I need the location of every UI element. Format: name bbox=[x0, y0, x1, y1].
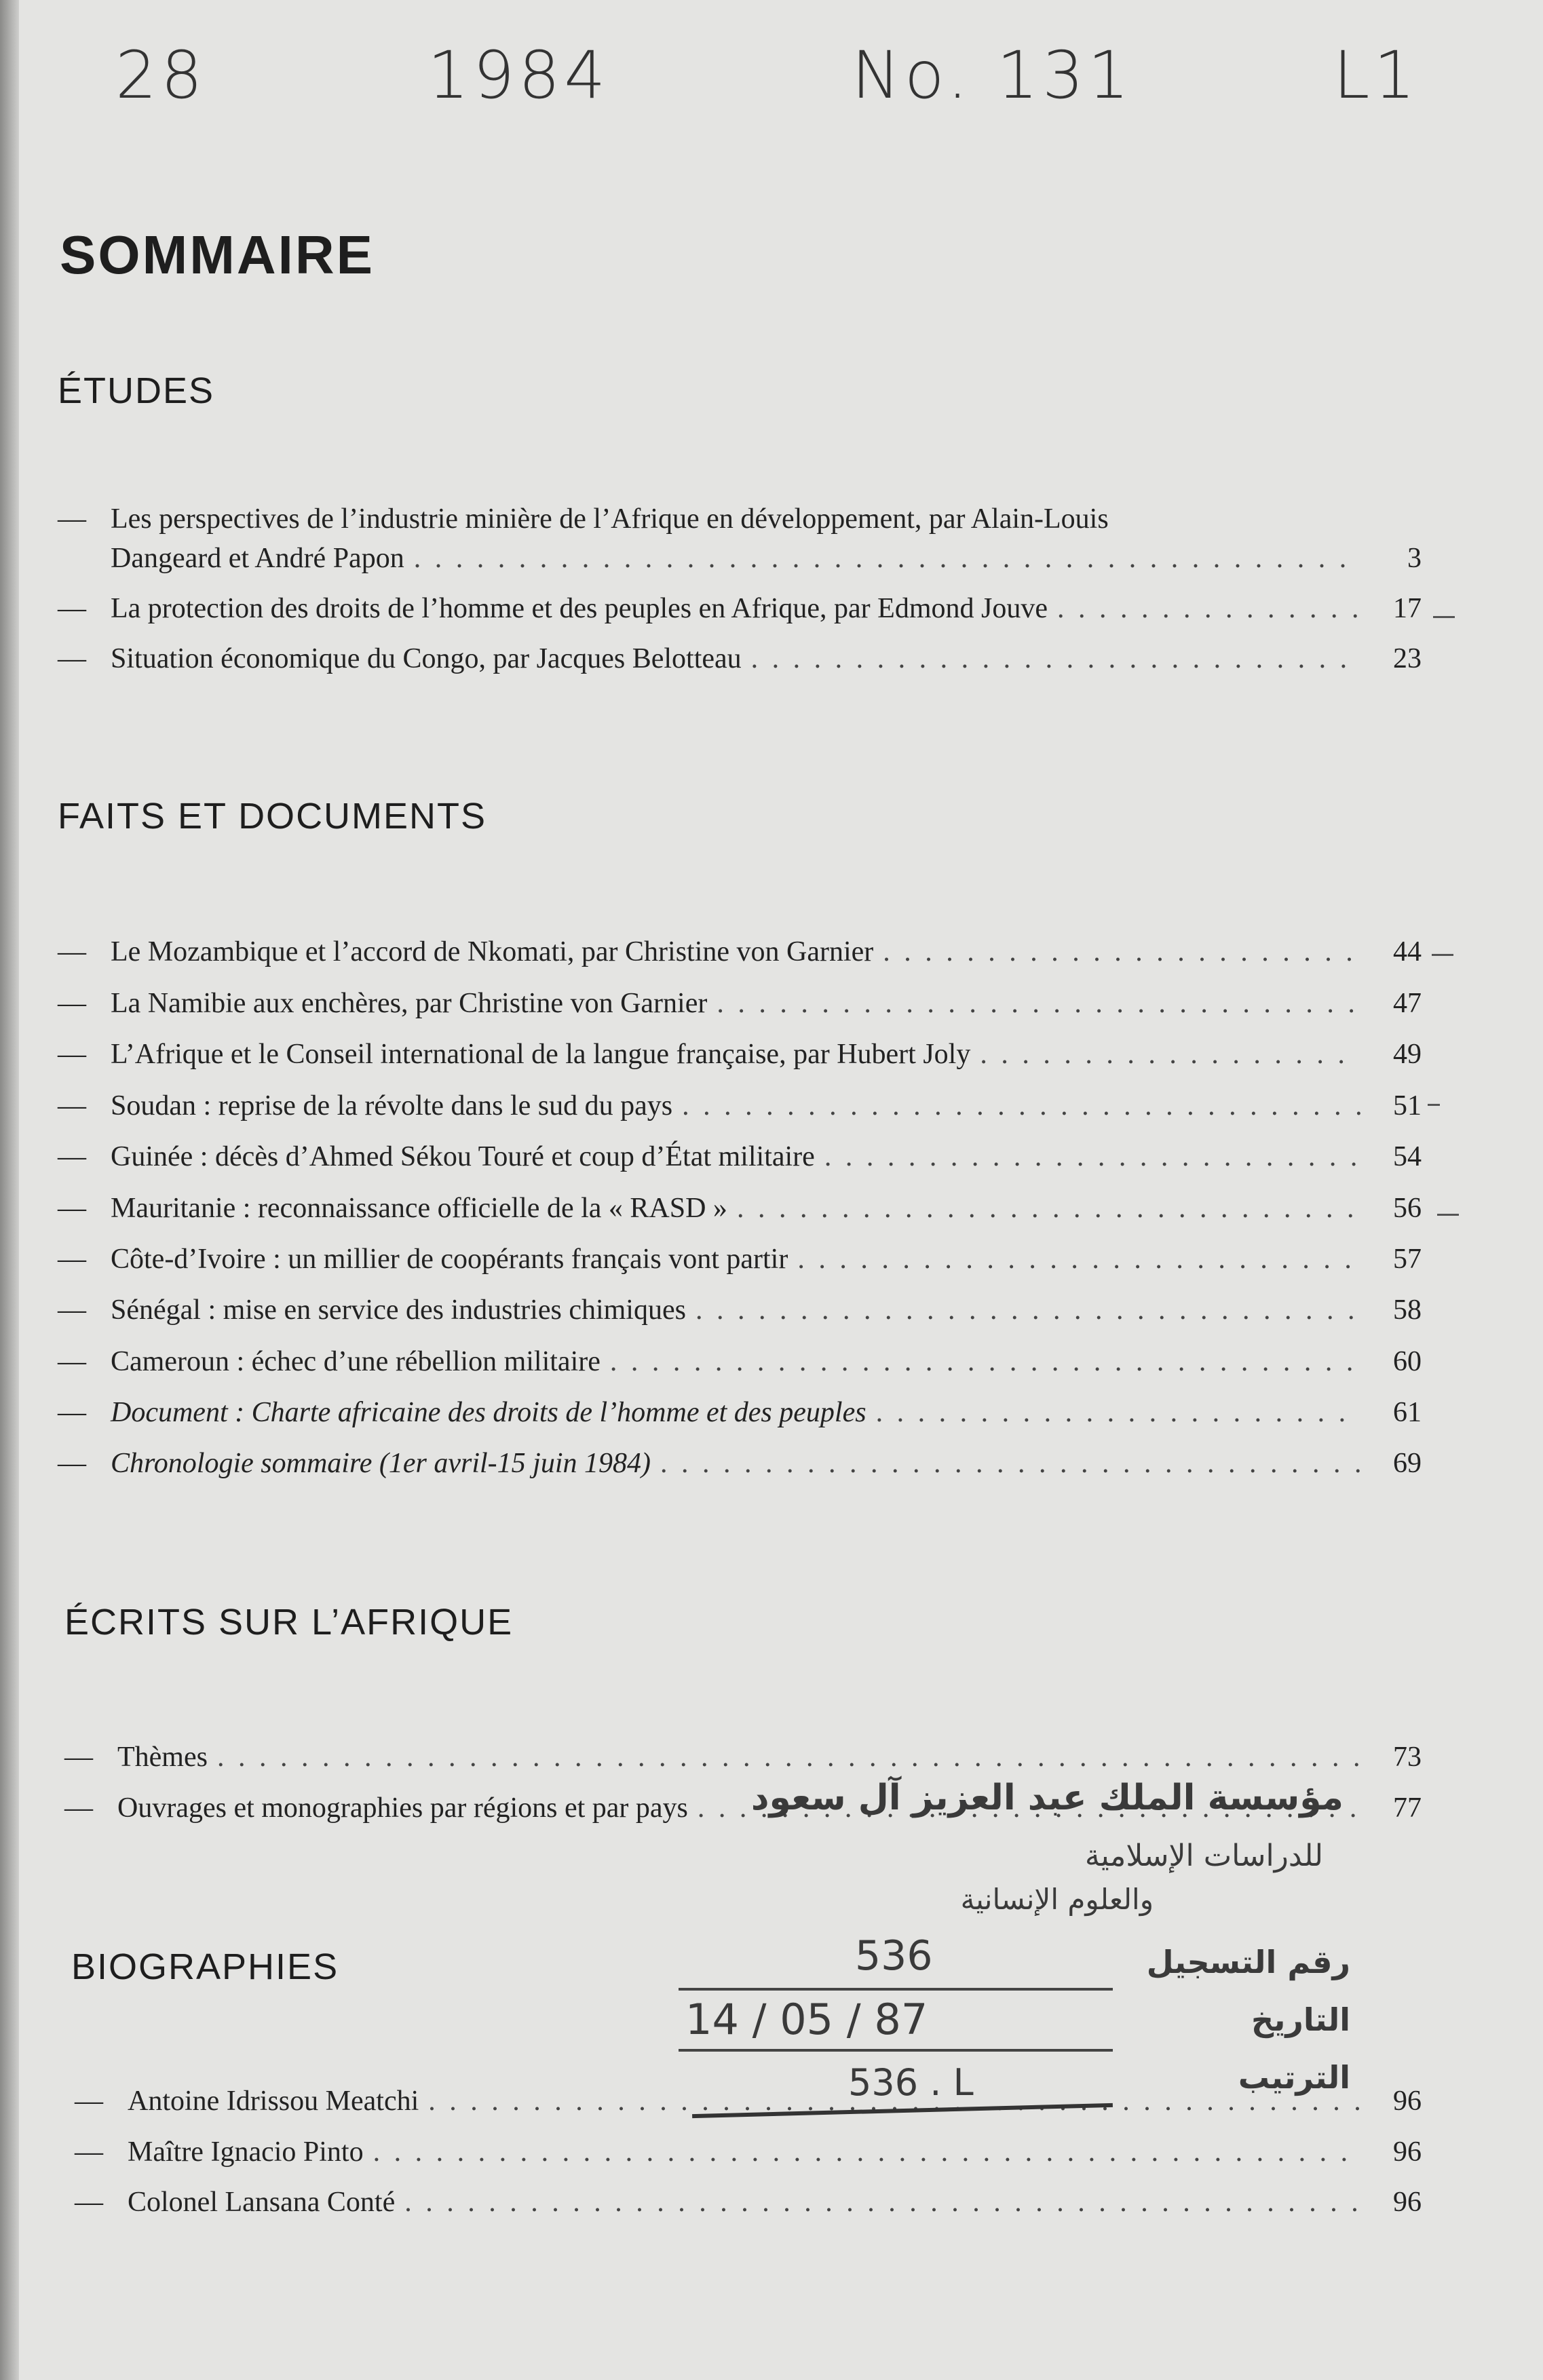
margin-tick bbox=[1433, 616, 1455, 618]
stamp-order-label: الترتيب bbox=[1238, 2059, 1350, 2096]
dot-leader bbox=[610, 1345, 1360, 1379]
entry-title: Le Mozambique et l’accord de Nkomati, par Christine von Garnier bbox=[111, 936, 874, 967]
margin-tick bbox=[1428, 1104, 1440, 1106]
toc-entry-continuation[interactable] bbox=[111, 541, 1422, 575]
entry-title: Guinée : décès d’Ahmed Sékou Touré et coup d’État militaire bbox=[111, 1141, 815, 1172]
entry-dash: — bbox=[58, 1397, 86, 1428]
entry-dash: — bbox=[75, 2086, 103, 2117]
entry-dash: — bbox=[58, 988, 86, 1019]
stamp-line-3: والعلوم الإنسانية bbox=[960, 1883, 1154, 1916]
stamp-order-value: 536 . L bbox=[848, 2061, 974, 2104]
stamp-rule bbox=[679, 1988, 1113, 1991]
entry-page: 60 bbox=[1393, 1346, 1422, 1377]
stamp-date-value: 14 / 05 / 87 bbox=[685, 1995, 928, 2044]
entry-page: 96 bbox=[1393, 2187, 1422, 2218]
handwritten-left: 28 bbox=[115, 37, 207, 113]
entry-title: La protection des droits de l’homme et des peuples en Afrique, par Edmond Jouve bbox=[111, 593, 1048, 624]
handwritten-year: 1984 bbox=[427, 37, 610, 113]
entry-dash: — bbox=[64, 1792, 93, 1824]
dot-leader bbox=[797, 1242, 1360, 1276]
toc-entry[interactable] bbox=[58, 1293, 1422, 1327]
entry-dash: — bbox=[58, 1193, 86, 1224]
entry-page: 49 bbox=[1393, 1039, 1422, 1070]
section-heading-ecrits: ÉCRITS SUR L’AFRIQUE bbox=[64, 1602, 514, 1643]
entry-page: 58 bbox=[1393, 1294, 1422, 1326]
dot-leader bbox=[217, 1740, 1360, 1774]
entry-page: 54 bbox=[1393, 1141, 1422, 1172]
entry-dash: — bbox=[58, 1294, 86, 1326]
dot-leader bbox=[373, 2135, 1360, 2169]
dot-leader bbox=[404, 2185, 1360, 2219]
stamp-rule bbox=[692, 2103, 1113, 2118]
entry-dash: — bbox=[64, 1742, 93, 1773]
entry-dash: — bbox=[58, 1039, 86, 1070]
entry-dash: — bbox=[75, 2136, 103, 2168]
page-title: SOMMAIRE bbox=[60, 225, 375, 285]
binding-shadow bbox=[0, 0, 19, 2380]
entry-page: 56 bbox=[1393, 1193, 1422, 1224]
dot-leader bbox=[717, 986, 1360, 1020]
entry-title: Ouvrages et monographies par régions et par pays bbox=[117, 1792, 688, 1824]
toc-entry[interactable] bbox=[75, 2185, 1422, 2219]
dot-leader bbox=[980, 1037, 1360, 1071]
entry-dash: — bbox=[75, 2187, 103, 2218]
entry-title: Sénégal : mise en service des industries chimiques bbox=[111, 1294, 686, 1326]
entry-title: Les perspectives de l’industrie minière de l’Afrique en développement, par Alain-Louis bbox=[111, 503, 1109, 535]
entry-dash: — bbox=[58, 1141, 86, 1172]
entry-title: Cameroun : échec d’une rébellion militaire bbox=[111, 1346, 601, 1377]
toc-entry[interactable] bbox=[58, 592, 1422, 626]
entry-title: Chronologie sommaire (1er avril-15 juin 1984) bbox=[111, 1448, 651, 1479]
entry-page: 96 bbox=[1393, 2136, 1422, 2168]
entry-title: Antoine Idrissou Meatchi bbox=[128, 2086, 419, 2117]
dot-leader bbox=[414, 541, 1360, 575]
stamp-rule bbox=[679, 2049, 1113, 2052]
section-heading-biographies: BIOGRAPHIES bbox=[71, 1946, 339, 1987]
entry-title: Dangeard et André Papon bbox=[111, 543, 404, 574]
entry-page: 96 bbox=[1393, 2086, 1422, 2117]
toc-entry[interactable] bbox=[58, 642, 1422, 676]
dot-leader bbox=[682, 1089, 1360, 1123]
entry-title: Situation économique du Congo, par Jacques Belotteau bbox=[111, 643, 742, 674]
handwritten-number: No. 131 bbox=[852, 37, 1134, 113]
entry-title: Mauritanie : reconnaissance officielle de la « RASD » bbox=[111, 1193, 727, 1224]
toc-entry[interactable] bbox=[58, 1037, 1422, 1071]
stamp-line-2: للدراسات الإسلامية bbox=[1084, 1839, 1323, 1873]
entry-title: Maître Ignacio Pinto bbox=[128, 2136, 364, 2168]
section-heading-etudes: ÉTUDES bbox=[58, 370, 215, 411]
entry-dash: — bbox=[58, 1448, 86, 1479]
entry-page: 57 bbox=[1393, 1244, 1422, 1275]
toc-entry[interactable] bbox=[75, 2135, 1422, 2169]
section-heading-faits: FAITS ET DOCUMENTS bbox=[58, 796, 487, 837]
toc-entry[interactable] bbox=[58, 1446, 1422, 1480]
entry-dash: — bbox=[58, 1244, 86, 1275]
entry-dash: — bbox=[58, 593, 86, 624]
entry-page: 69 bbox=[1393, 1448, 1422, 1479]
toc-entry[interactable] bbox=[64, 1740, 1422, 1774]
handwritten-right: L1 bbox=[1333, 37, 1420, 113]
entry-dash: — bbox=[58, 936, 86, 967]
entry-title: Thèmes bbox=[117, 1742, 208, 1773]
toc-entry[interactable] bbox=[58, 502, 1422, 536]
entry-page: 61 bbox=[1393, 1397, 1422, 1428]
entry-title: L’Afrique et le Conseil international de la langue française, par Hubert Joly bbox=[111, 1039, 971, 1070]
entry-dash: — bbox=[58, 503, 86, 535]
dot-leader bbox=[751, 642, 1360, 676]
entry-page: 47 bbox=[1393, 988, 1422, 1019]
toc-entry[interactable] bbox=[58, 1242, 1422, 1276]
entry-title: La Namibie aux enchères, par Christine von Garnier bbox=[111, 988, 708, 1019]
entry-page: 73 bbox=[1393, 1742, 1422, 1773]
toc-entry[interactable] bbox=[58, 1396, 1422, 1429]
toc-entry[interactable] bbox=[58, 1345, 1422, 1379]
entry-page: 51 bbox=[1393, 1090, 1422, 1121]
entry-page: 44 bbox=[1393, 936, 1422, 967]
entry-page: 77 bbox=[1393, 1792, 1422, 1824]
dot-leader bbox=[883, 935, 1360, 969]
entry-dash: — bbox=[58, 1346, 86, 1377]
stamp-header: مؤسسة الملك عبد العزيز آل سعود bbox=[750, 1778, 1344, 1818]
dot-leader bbox=[737, 1191, 1360, 1225]
stamp-reg-label: رقم التسجيل bbox=[1146, 1944, 1350, 1980]
entry-page: 17 bbox=[1393, 593, 1422, 624]
entry-title: Soudan : reprise de la révolte dans le sud du pays bbox=[111, 1090, 673, 1121]
toc-entry[interactable] bbox=[58, 1140, 1422, 1174]
entry-dash: — bbox=[58, 643, 86, 674]
entry-page: 3 bbox=[1407, 543, 1422, 574]
entry-page: 23 bbox=[1393, 643, 1422, 674]
entry-dash: — bbox=[58, 1090, 86, 1121]
margin-tick bbox=[1437, 1214, 1459, 1216]
margin-tick bbox=[1432, 954, 1453, 956]
entry-title: Côte-d’Ivoire : un millier de coopérants français vont partir bbox=[111, 1244, 788, 1275]
dot-leader bbox=[660, 1446, 1360, 1480]
toc-entry[interactable] bbox=[58, 1089, 1422, 1123]
dot-leader bbox=[696, 1293, 1360, 1327]
entry-title: Colonel Lansana Conté bbox=[128, 2187, 396, 2218]
dot-leader bbox=[824, 1140, 1360, 1174]
stamp-reg-value: 536 bbox=[855, 1932, 933, 1980]
toc-entry[interactable] bbox=[58, 1191, 1422, 1225]
toc-entry[interactable] bbox=[58, 986, 1422, 1020]
stamp-date-label: التاريخ bbox=[1251, 2001, 1350, 2038]
library-stamp bbox=[651, 1778, 1364, 2130]
toc-entry[interactable] bbox=[58, 935, 1422, 969]
dot-leader bbox=[876, 1396, 1360, 1429]
dot-leader bbox=[1057, 592, 1360, 626]
entry-title: Document : Charte africaine des droits de l’homme et des peuples bbox=[111, 1397, 866, 1428]
